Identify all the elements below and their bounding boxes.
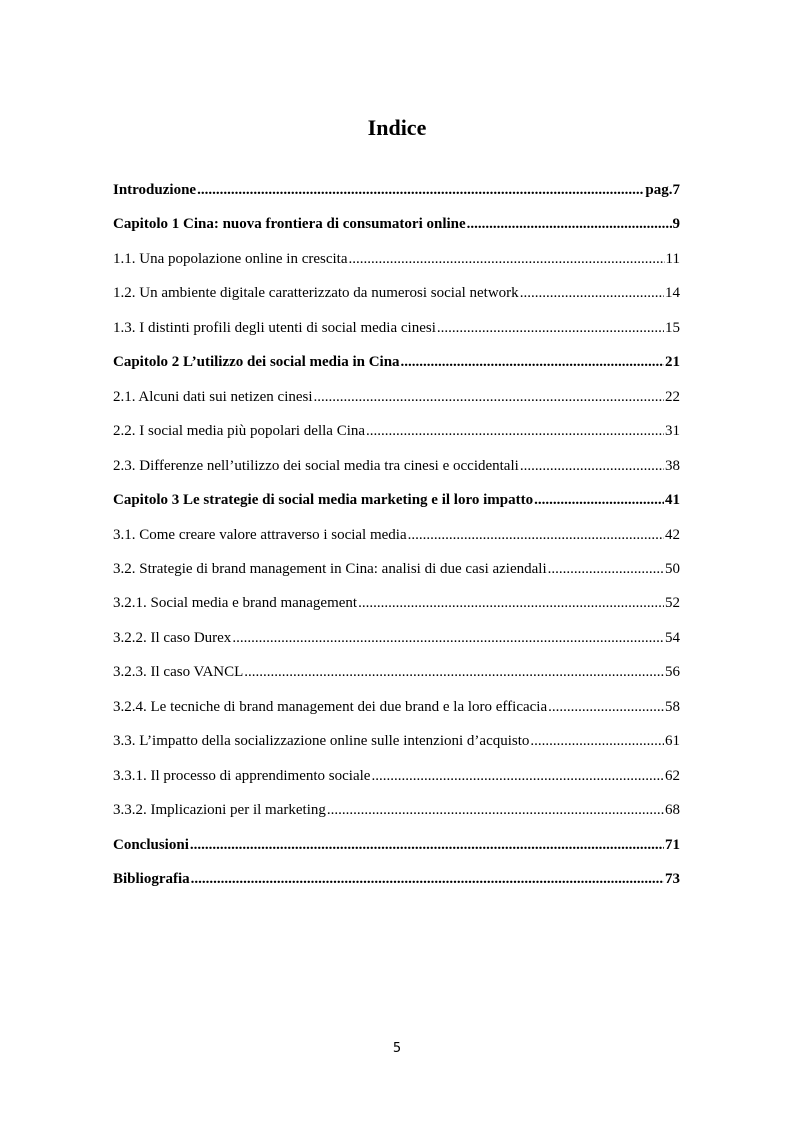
toc-entry[interactable] <box>113 765 680 787</box>
toc-entry-page: 38 <box>665 457 680 474</box>
toc-dot-leader <box>437 317 664 339</box>
toc-entry-page: 14 <box>665 285 680 302</box>
toc-entry-label: 3.2.1. Social media e brand management <box>113 595 358 612</box>
toc-entry[interactable] <box>113 455 680 477</box>
toc-dot-leader <box>467 213 672 235</box>
toc-entry[interactable] <box>113 696 680 718</box>
toc-dot-leader <box>197 179 644 201</box>
toc-entry-page: 21 <box>665 354 680 371</box>
toc-entry[interactable] <box>113 524 680 546</box>
toc-dot-leader <box>534 489 664 511</box>
toc-entry-page: 58 <box>665 698 680 715</box>
toc-entry-label: 1.1. Una popolazione online in crescita <box>113 250 348 267</box>
toc-entry-label: 1.2. Un ambiente digitale caratterizzato da numerosi social network <box>113 285 519 302</box>
toc-entry-label: Introduzione <box>113 182 197 198</box>
toc-dot-leader <box>358 592 664 614</box>
toc-entry[interactable] <box>113 834 680 856</box>
toc-entry[interactable] <box>113 179 680 201</box>
page-number: 5 <box>392 1041 402 1056</box>
toc-entry[interactable] <box>113 661 680 683</box>
toc-entry[interactable] <box>113 730 680 752</box>
toc-entry-label: 3.3.2. Implicazioni per il marketing <box>113 802 326 819</box>
toc-entry-label: 2.1. Alcuni dati sui netizen cinesi <box>113 388 313 405</box>
toc-entry-page: pag.7 <box>645 182 680 198</box>
toc-entry[interactable] <box>113 489 680 511</box>
toc-dot-leader <box>401 351 664 373</box>
toc-entry-label: Bibliografia <box>113 871 190 887</box>
toc-entry-label: 2.2. I social media più popolari della Cina <box>113 423 366 440</box>
toc-entry-label: Capitolo 1 Cina: nuova frontiera di consumatori online <box>113 216 466 233</box>
toc-dot-leader <box>349 248 665 270</box>
toc-entry-page: 42 <box>665 526 680 543</box>
toc-entry-label: Capitolo 3 Le strategie di social media marketing e il loro impatto <box>113 492 534 509</box>
toc-entry-page: 54 <box>665 629 680 646</box>
toc-entry[interactable] <box>113 282 680 304</box>
toc-entry-label: 3.2.4. Le tecniche di brand management dei due brand e la loro efficacia <box>113 698 548 715</box>
toc-entry[interactable] <box>113 558 680 580</box>
toc-entry-page: 68 <box>665 802 680 819</box>
toc-dot-leader <box>548 696 664 718</box>
toc-dot-leader <box>191 868 664 890</box>
toc-entry-page: 73 <box>665 871 680 887</box>
toc-dot-leader <box>520 282 664 304</box>
toc-entry-page: 56 <box>665 664 680 681</box>
toc-dot-leader <box>408 524 664 546</box>
toc-entry-page: 11 <box>665 250 680 267</box>
toc-dot-leader <box>366 420 664 442</box>
toc-entry-page: 15 <box>665 319 680 336</box>
toc-dot-leader <box>520 455 664 477</box>
toc-entry-page: 71 <box>665 836 680 853</box>
toc-entry[interactable] <box>113 248 680 270</box>
toc-entry[interactable] <box>113 627 680 649</box>
toc-dot-leader <box>327 799 664 821</box>
toc-dot-leader <box>190 834 664 856</box>
toc-entry[interactable] <box>113 351 680 373</box>
toc-entry-label: 3.3.1. Il processo di apprendimento sociale <box>113 767 371 784</box>
toc-entry-label: 2.3. Differenze nell’utilizzo dei social media tra cinesi e occidentali <box>113 457 519 474</box>
toc-entry[interactable] <box>113 420 680 442</box>
toc-entry-page: 52 <box>665 595 680 612</box>
toc-entry[interactable] <box>113 868 680 890</box>
page-title: Indice <box>367 115 427 140</box>
toc-dot-leader <box>548 558 664 580</box>
toc-dot-leader <box>244 661 664 683</box>
toc-entry-label: 3.2. Strategie di brand management in Cina: analisi di due casi aziendali <box>113 560 547 577</box>
toc-entry-page: 50 <box>665 560 680 577</box>
toc-dot-leader <box>371 765 664 787</box>
toc-entry[interactable] <box>113 386 680 408</box>
toc-dot-leader <box>232 627 664 649</box>
toc-entry[interactable] <box>113 799 680 821</box>
toc-entry-label: Conclusioni <box>113 836 189 853</box>
toc-entry-page: 41 <box>665 492 680 509</box>
toc-dot-leader <box>530 730 664 752</box>
toc-entry[interactable] <box>113 592 680 614</box>
toc-entry-label: 3.3. L’impatto della socializzazione online sulle intenzioni d’acquisto <box>113 733 530 750</box>
table-of-contents <box>113 0 680 1123</box>
toc-entry-label: 1.3. I distinti profili degli utenti di social media cinesi <box>113 319 436 336</box>
toc-dot-leader <box>314 386 664 408</box>
toc-entry-label: Capitolo 2 L’utilizzo dei social media in Cina <box>113 354 400 371</box>
toc-entry-page: 9 <box>672 216 680 233</box>
toc-entry[interactable] <box>113 317 680 339</box>
toc-entry-page: 31 <box>665 423 680 440</box>
toc-entry-label: 3.2.2. Il caso Durex <box>113 629 232 646</box>
toc-entry-label: 3.1. Come creare valore attraverso i social media <box>113 526 407 543</box>
toc-entry-label: 3.2.3. Il caso VANCL <box>113 664 244 681</box>
toc-entry-page: 22 <box>665 388 680 405</box>
toc-entry-page: 62 <box>665 767 680 784</box>
toc-entry[interactable] <box>113 213 680 235</box>
toc-entry-page: 61 <box>665 733 680 750</box>
